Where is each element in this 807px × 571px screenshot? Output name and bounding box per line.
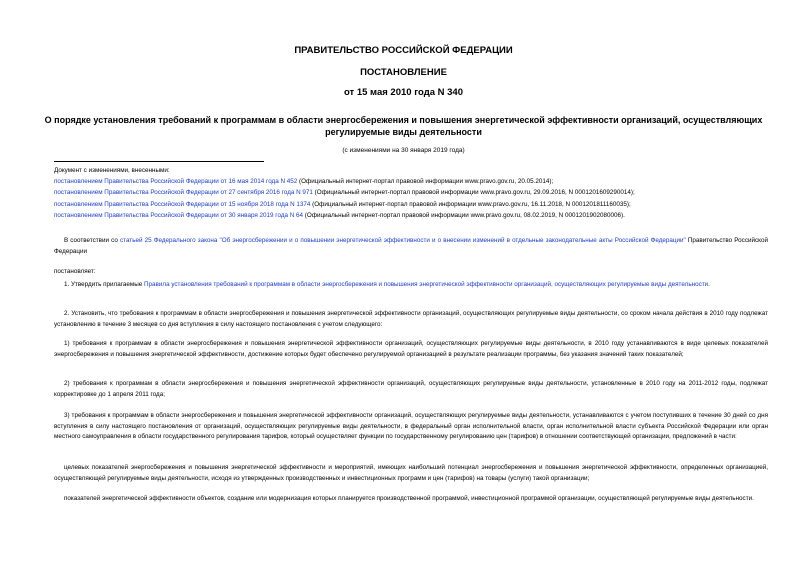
basis-text: В соответствии со bbox=[64, 237, 120, 244]
change-link[interactable]: постановлением Правительства Российской Федерации от 16 мая 2014 года N 452 bbox=[54, 178, 298, 186]
changes-intro: Документ с изменениями, внесенными: bbox=[54, 167, 170, 174]
paragraph-1 bbox=[54, 280, 768, 291]
paragraph-2-2: 2) требования к программам в области энергосбережения и повышения энергетической эффективности организаций, осуществляющих регулируемые виды деятельности, установленные в 2010 году на 2011-2012 годы, подлежат корректировке до 1 апреля 2011 года; bbox=[54, 380, 768, 398]
issuing-authority: ПРАВИТЕЛЬСТВО РОССИЙСКОЙ ФЕДЕРАЦИИ bbox=[294, 45, 513, 56]
law-article-link[interactable]: статьей 25 Федерального закона "Об энергосбережении и о повышении энергетической эффективности и о внесении изменений в отдельные законодательные акты Российской Федерации" bbox=[119, 237, 686, 244]
change-item bbox=[54, 199, 774, 210]
paragraph-2-3: 3) требования к программам в области энергосбережения и повышения энергетической эффективности организаций, осуществляющих регулируемые виды деятельности, устанавливаются с учетом поступивших в течение 30 дней со дня вступления в силу настоящего постановления от организаций, осуществляющих регулируемые виды деятельности, в федеральный орган исполнительной власти, орган исполнительной власти субъекта Российской Федерации или орган местного самоуправления в области государственного регулирования тарифов, который осуществляет функции по государственному регулированию цен (тарифов) в отношении соответствующей организации, предложений в части: bbox=[54, 412, 768, 441]
divider bbox=[54, 161, 264, 162]
document-type: ПОСТАНОВЛЕНИЕ bbox=[360, 67, 447, 78]
basis-paragraph bbox=[54, 236, 768, 257]
changes-list bbox=[54, 165, 774, 221]
change-link[interactable]: постановлением Правительства Российской Федерации от 27 сентября 2016 года N 971 bbox=[54, 189, 313, 197]
decides-paragraph: постановляет: bbox=[54, 268, 96, 275]
change-item bbox=[54, 187, 774, 198]
change-source: (Официальный интернет-портал правовой информации www.pravo.gov.ru, 20.05.2014); bbox=[297, 178, 554, 186]
paragraph-1-end: . bbox=[708, 281, 710, 288]
change-link[interactable]: постановлением Правительства Российской Федерации от 15 ноября 2018 года N 1374 bbox=[54, 200, 311, 208]
change-source: (Официальный интернет-портал правовой информации www.pravo.gov.ru, 08.02.2019, N 0001201902080006). bbox=[303, 211, 625, 219]
change-item bbox=[54, 176, 774, 187]
basis-authority: Правительство Российской Федерации bbox=[54, 237, 769, 255]
change-link[interactable]: постановлением Правительства Российской Федерации от 30 января 2019 года N 64 bbox=[54, 211, 304, 219]
change-source: (Официальный интернет-портал правовой информации www.pravo.gov.ru, 16.11.2018, N 0001201811160035); bbox=[310, 200, 631, 208]
paragraph-1-text: 1. Утвердить прилагаемые bbox=[64, 281, 144, 288]
document-title: О порядке установления требований к программам в области энергосбережения и повышения энергетической эффективности организаций, осуществляющих регулируемые виды деятельности bbox=[44, 115, 763, 137]
paragraph-2-1: 1) требования к программам в области энергосбережения и повышения энергетической эффективности организаций, осуществляющих регулируемые виды деятельности, в 2010 году устанавливаются в виде целевых показателей энергосбережения и повышения энергетической эффективности, достижение которых будет обеспечено регулируемой организацией в результате реализации программы, без указания значений таких показателей; bbox=[54, 340, 768, 358]
change-source: (Официальный интернет-портал правовой информации www.pravo.gov.ru, 29.09.2016, N 0001201609290014); bbox=[312, 189, 635, 197]
paragraph-2-3-b: показателей энергетической эффективности объектов, создание или модернизация которых планируется производственной программой, инвестиционной программой организации, осуществляющей регулируемые виды деятельности. bbox=[64, 495, 754, 502]
paragraph-2-3-a: целевых показателей энергосбережения и повышения энергетической эффективности и мероприятий, имеющих наибольший потенциал энергосбережения и повышения энергетической эффективности, определенных организацией, осуществляющей регулируемые виды деятельности, исходя из утвержденных производственных и инвестиционных программ и цен (тарифов) на товары (услуги) такой организации; bbox=[54, 464, 768, 482]
change-item bbox=[54, 210, 774, 221]
edition-note: (с изменениями на 30 января 2019 года) bbox=[342, 147, 465, 154]
document-date-number: от 15 мая 2010 года N 340 bbox=[343, 87, 464, 98]
paragraph-2: 2. Установить, что требования к программам в области энергосбережения и повышения энергетической эффективности организаций, осуществляющих регулируемые виды деятельности, со сроком начала действия в 2010 году подлежат установлению в течение 3 месяцев со дня вступления в силу настоящего постановления с учетом следующего: bbox=[54, 310, 768, 328]
rules-link[interactable]: Правила установления требований к программам в области энергосбережения и повышения энергетической эффективности организаций, осуществляющих регулируемые виды деятельности bbox=[144, 281, 709, 288]
